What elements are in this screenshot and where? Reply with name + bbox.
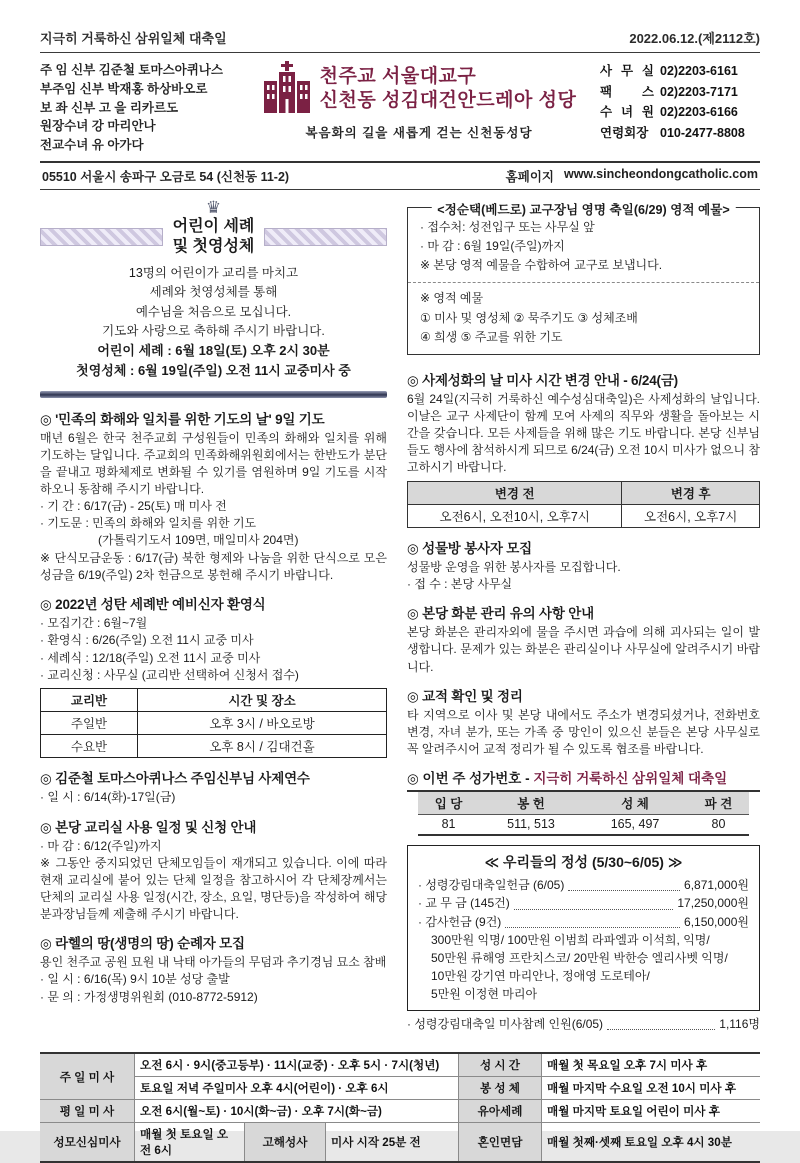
contact-list [600, 61, 760, 144]
org-header [40, 53, 760, 163]
clergy-line: 전교수녀 유 아가다 [40, 138, 144, 152]
bullet-item: · 기도문 : 민족의 화해와 일치를 위한 기도 [40, 516, 257, 531]
offering-amount: 17,250,000원 [677, 896, 749, 911]
bullet-item: · 마 감 : 6/12(주일)까지 [40, 838, 162, 853]
spiritual-gift-box [407, 202, 760, 355]
masthead-feast-title: 지극히 거룩하신 삼위일체 대축일 [40, 31, 227, 46]
offering-amount: 6,150,000원 [684, 914, 749, 929]
table-row [40, 1123, 760, 1163]
gift-list-line: ④ 희생 ⑤ 주교를 위한 기도 [420, 329, 563, 344]
church-name-line2: 신천동 성김대건안드레아 성당 [319, 89, 577, 111]
table-row [41, 735, 387, 758]
schedule-value: 매월 첫 목요일 오후 7시 미사 후 [542, 1053, 761, 1077]
hymn-title-prefix: ◎ 이번 주 성가번호 - [407, 770, 534, 786]
section-title: ◎ 본당 교리실 사용 일정 및 신청 안내 [40, 819, 257, 835]
donor-detail-line: 300만원 익명/ 100만원 이범희 라파엘과 이석희, 익명/ [431, 933, 710, 948]
section-body: 6월 24일(지극히 거룩하신 예수성심대축일)은 사제성화의 날입니다. 이날은 교구 사제단이 함께 모여 사제의 직무와 생활을 돌아보는 시간을 갖습니다. 모든 사제들을 위해 많은 기도 바랍니다. 본당 신부님들도 행사에 참석하시게 되므로 6/24(금) 오전 10시 미사가 없으니 참고하시기 바랍니다. [407, 391, 760, 474]
offering-label: · 감사헌금 (9건) [418, 914, 502, 929]
section-note: ※ 단식모금운동 : 6/17(금) 북한 형제와 나눔을 위한 단식으로 모은 성금을 6/19(주일) 2차 헌금으로 봉헌해 주시기 바랍니다. [40, 550, 387, 582]
schedule-label-communion-visits: 봉 성 체 [459, 1077, 542, 1100]
gift-list-title: ※ 영적 예물 [420, 291, 484, 306]
section-classroom-schedule [40, 816, 387, 924]
bullet-item: · 모집기간 : 6월~7월 [40, 615, 148, 630]
mass-schedule-table [40, 1052, 760, 1163]
section-shop-volunteers [407, 537, 760, 593]
contact-phone: 02)2203-7171 [660, 84, 738, 99]
section-title: ◎ 본당 화분 관리 유의 사항 안내 [407, 606, 594, 622]
schedule-value: 오전 6시 · 9시(중고등부) · 11시(교중) · 오후 5시 · 7시(청년) [135, 1053, 459, 1077]
hymn-number: 511, 513 [507, 817, 555, 832]
donor-detail-line: 5만원 이정현 마리아 [431, 987, 538, 1002]
section-catechumen-welcome [40, 593, 387, 759]
donor-detail-line: 50만원 류해영 프란치스코/ 20만원 박한승 엘리사벳 익명/ [431, 951, 728, 966]
offering-amount: 6,871,000원 [684, 877, 749, 892]
hymn-title-feast: 지극히 거룩하신 삼위일체 대축일 [533, 770, 728, 786]
schedule-label-marriage-interview: 혼인면담 [459, 1123, 542, 1163]
address-bar [40, 163, 760, 190]
section-body: 성물방 운영을 위한 봉사자를 모집합니다. [407, 560, 621, 575]
clergy-list [40, 61, 238, 155]
catechism-class-table [40, 688, 387, 758]
schedule-label-holy-hour: 성 시 간 [459, 1053, 542, 1077]
table-header-cell: 입 당 [418, 792, 480, 815]
section-body: 용인 천주교 공원 묘원 내 낙태 아가들의 무덤과 추기경님 묘소 참배 [40, 955, 387, 970]
church-address: 05510 서울시 송파구 오금로 54 (신천동 11-2) [42, 169, 290, 184]
dashed-divider [408, 282, 759, 283]
contact-phone: 02)2203-6161 [660, 64, 738, 78]
schedule-label-marian-mass: 성모신심미사 [40, 1123, 135, 1163]
section-pilgrimage [40, 932, 387, 1006]
clergy-line: 주 임 신부 김준철 토마스아퀴나스 [40, 63, 223, 77]
clergy-line: 보 좌 신부 고 을 리카르도 [40, 100, 179, 115]
baptism-schedule-line: 어린이 세례 : 6월 18일(토) 오후 2시 30분 [97, 343, 330, 359]
church-brand [238, 61, 600, 141]
bullet-item: · 교리신청 : 사무실 (교리반 선택하여 신청서 접수) [40, 668, 299, 683]
table-row [41, 712, 387, 735]
bullet-item: · 접 수 : 본당 사무실 [407, 577, 513, 592]
contact-row-fax [600, 82, 760, 103]
divider-bar [40, 391, 387, 398]
offering-row [418, 894, 749, 913]
section-hymn-numbers [407, 767, 760, 836]
section-reconciliation-prayer [40, 408, 387, 584]
table-header-cell: 성 체 [583, 792, 688, 815]
table-header-cell: 교리반 [41, 689, 138, 712]
schedule-label-weekday-mass: 평 일 미 사 [40, 1100, 135, 1123]
offering-label: · 교 무 금 (145건) [418, 896, 510, 911]
baptism-title-line1: 어린이 세례 [172, 217, 255, 235]
bullet-item: · 환영식 : 6/26(주일) 오전 11시 교중 미사 [40, 633, 254, 648]
donor-detail-line: 10만원 강기연 마리안나, 정애영 도로테아/ [431, 969, 650, 984]
bullet-item: · 일 시 : 6/16(목) 9시 10분 성당 출발 [40, 972, 230, 987]
attendance-label: · 성령강림대축일 미사참례 인원(6/05) [407, 1017, 604, 1032]
church-name-line1: 천주교 서울대교구 [319, 65, 477, 87]
table-cell: 오전6시, 오전10시, 오후7시 [408, 505, 622, 528]
church-logo-icon [262, 61, 312, 116]
section-title: ◎ 사제성화의 날 미사 시간 변경 안내 - 6/24(금) [407, 372, 678, 388]
contact-label: 사 무 실 [600, 64, 654, 78]
hymn-table [418, 792, 750, 836]
bullet-item: · 세례식 : 12/18(주일) 오전 11시 교중 미사 [40, 650, 261, 665]
offering-title: ≪ 우리들의 정성 (5/30~6/05) ≫ [484, 853, 683, 870]
contact-label: 연령회장 [600, 125, 649, 140]
section-pastor-retreat [40, 767, 387, 806]
crown-icon: ♛ [205, 197, 222, 217]
right-column [407, 199, 760, 1042]
attendance-count: 1,116명 [719, 1017, 760, 1032]
mass-change-table [407, 481, 760, 528]
left-column [40, 199, 387, 1042]
table-cell: 주일반 [41, 712, 138, 735]
masthead-issue-number: 2022.06.12.(제2112호) [629, 31, 760, 46]
bullet-item: · 마 감 : 6월 19일(주일)까지 [420, 238, 565, 253]
child-baptism-notice [40, 199, 387, 398]
baptism-title-line2: 및 첫영성체 [172, 237, 255, 255]
offering-row [418, 913, 749, 932]
baptism-body-line: 13명의 어린이가 교리를 마치고 [128, 265, 299, 280]
homepage-label: 홈페이지 [505, 169, 554, 184]
table-cell: 수요반 [41, 735, 138, 758]
section-plant-care [407, 602, 760, 675]
dotted-leader [514, 909, 674, 910]
section-parish-register [407, 685, 760, 758]
table-row [40, 1100, 760, 1123]
schedule-value: 매월 마지막 수요일 오전 10시 미사 후 [542, 1077, 761, 1100]
table-cell: 오후 3시 / 바오로방 [138, 712, 387, 735]
table-header-cell: 변경 후 [622, 482, 760, 505]
bullet-item: · 문 의 : 가정생명위원회 (010-8772-5912) [40, 989, 258, 1004]
section-title: ◎ 성물방 봉사자 모집 [407, 541, 532, 557]
hymn-number: 81 [441, 817, 456, 832]
section-body: 매년 6월은 한국 천주교회 구성원들이 민족의 화해와 일치를 위해 기도하는 달입니다. 주교회의 민족화해위원회에서는 한반도가 분단을 끝내고 평화체제로 변화될 수 있기를 염원하며 9일 기도를 시작하오니 동참해 주시기 바랍니다. [40, 430, 387, 496]
section-title: ◎ 2022년 성탄 세례반 예비신자 환영식 [40, 596, 266, 612]
clergy-line: 원장수녀 강 마리안나 [40, 119, 156, 134]
schedule-label-infant-baptism: 유아세례 [459, 1100, 542, 1123]
schedule-value: 매월 첫 토요일 오전 6시 [135, 1123, 245, 1163]
section-body: 타 지역으로 이사 및 본당 내에서도 주소가 변경되셨거나, 전화번호 변경, 자녀 분가, 또는 가족 중 망인이 있으신 분들은 본당 사무실로 꼭 알려주시어 교적 정리가 될 수 있도록 협조를 바랍니다. [407, 707, 760, 756]
table-row [408, 505, 760, 528]
bullet-sub-item: (가톨릭기도서 109면, 매일미사 204면) [98, 533, 299, 548]
hymn-number: 165, 497 [610, 817, 660, 832]
section-title: ◎ 김준철 토마스아퀴나스 주임신부님 사제연수 [40, 771, 310, 787]
baptism-body [40, 264, 387, 382]
masthead [40, 28, 760, 53]
table-row [418, 814, 750, 835]
contact-phone: 02)2203-6166 [660, 105, 738, 120]
offering-box [407, 845, 760, 1012]
contact-label: 팩 스 [600, 84, 654, 99]
dotted-leader [505, 927, 680, 928]
schedule-value: 오전 6시(월~토) · 10시(화~금) · 오후 7시(화~금) [135, 1100, 459, 1123]
bullet-item: · 기 간 : 6/17(금) - 25(토) 매 미사 전 [40, 498, 227, 513]
table-header-cell: 파 견 [688, 792, 750, 815]
baptism-body-line: 세례와 첫영성체를 통해 [149, 285, 278, 300]
contact-row-funeral [600, 123, 760, 144]
schedule-label-sunday-mass: 주 일 미 사 [40, 1053, 135, 1100]
hymn-title [407, 767, 760, 792]
baptism-title [173, 217, 255, 257]
table-row [40, 1077, 760, 1100]
bullet-item: ※ 본당 영적 예물을 수합하여 교구로 보냅니다. [420, 258, 663, 273]
dotted-leader [607, 1029, 715, 1030]
schedule-label-confession: 고해성사 [245, 1123, 326, 1163]
table-header-cell: 변경 전 [408, 482, 622, 505]
schedule-value: 미사 시작 25분 전 [326, 1123, 459, 1163]
baptism-body-line: 기도와 사랑으로 축하해 주시기 바랍니다. [102, 323, 325, 338]
homepage-url: www.sincheondongcatholic.com [563, 166, 758, 181]
bullet-item: · 접수처: 성전입구 또는 사무실 앞 [420, 219, 595, 234]
table-header-cell: 봉 헌 [479, 792, 582, 815]
schedule-value: 토요일 저녁 주일미사 오후 4시(어린이) · 오후 6시 [135, 1077, 459, 1100]
contact-phone: 010-2477-8808 [660, 125, 745, 140]
church-slogan: 복음화의 길을 새롭게 걷는 신천동성당 [305, 126, 533, 140]
offering-label: · 성령강림대축일헌금 (6/05) [418, 877, 565, 892]
contact-label: 수 녀 원 [600, 105, 654, 120]
hymn-number: 80 [711, 817, 726, 832]
table-cell: 오후 8시 / 김대건홀 [138, 735, 387, 758]
gift-box-title: <정순택(베드로) 교구장님 영명 축일(6/29) 영적 예물> [431, 199, 735, 218]
ribbon-decoration-right [264, 228, 387, 246]
section-title: ◎ '민족의 화해와 일치를 위한 기도의 날' 9일 기도 [40, 411, 325, 427]
attendance-row [407, 1016, 760, 1033]
baptism-body-line: 예수님을 처음으로 모십니다. [135, 304, 292, 319]
homepage [506, 167, 758, 185]
contact-row-convent [600, 102, 760, 123]
section-body: 본당 화분은 관리자외에 물을 주시면 과습에 의해 괴사되는 일이 발생합니다. 문제가 있는 화분은 관리실이나 사무실에 알려주시기 바랍니다. [407, 625, 760, 674]
contact-row-office [600, 61, 760, 82]
schedule-value: 매월 첫째·셋째 토요일 오후 4시 30분 [542, 1123, 761, 1163]
church-name [320, 65, 577, 113]
clergy-line: 부주임 신부 박재홍 하상바오로 [40, 81, 208, 96]
section-title: ◎ 교적 확인 및 정리 [407, 688, 523, 704]
gift-list-line: ① 미사 및 영성체 ② 묵주기도 ③ 성체조배 [420, 310, 638, 325]
dotted-leader [568, 890, 680, 891]
section-title: ◎ 라헬의 땅(생명의 땅) 순례자 모집 [40, 936, 245, 952]
schedule-value: 매월 마지막 토요일 어린이 미사 후 [542, 1100, 761, 1123]
table-cell: 오전6시, 오후7시 [622, 505, 760, 528]
section-offerings [407, 845, 760, 1034]
first-communion-schedule-line: 첫영성체 : 6월 19일(주일) 오전 11시 교중미사 중 [76, 363, 351, 379]
section-mass-time-change [407, 369, 760, 528]
offering-row [418, 876, 749, 895]
section-note: ※ 그동안 중지되었던 단체모임들이 재개되고 있습니다. 이에 따라 현재 교리실에 붙어 있는 단체 일정을 참고하시어 각 단체장께서는 단체의 교리실 사용 일정(시간, 장소, 요일, 명단등)을 작성하여 해당 분과장님들께 제출해 주시기 바랍니다. [40, 856, 387, 922]
bullet-item: · 일 시 : 6/14(화)-17일(금) [40, 790, 176, 805]
table-header-cell: 시간 및 장소 [138, 689, 387, 712]
table-row [40, 1053, 760, 1077]
ribbon-decoration-left [40, 228, 163, 246]
